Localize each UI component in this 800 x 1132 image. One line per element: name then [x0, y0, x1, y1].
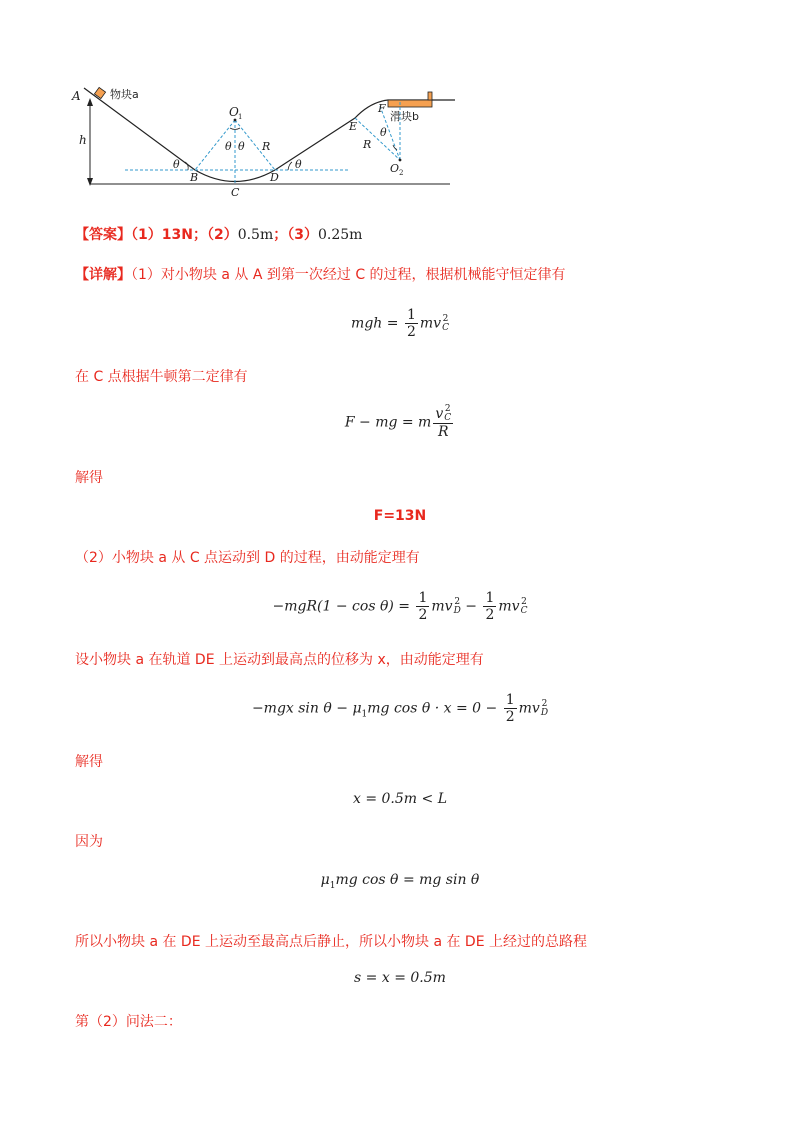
label-theta-mid-r: θ [238, 140, 245, 153]
eq3-sup1: 2 [454, 596, 461, 607]
answer-line [75, 225, 362, 245]
eq2-fraction [433, 405, 453, 440]
answer-part3-value: 0.25m [318, 227, 363, 243]
angle-mark-right [288, 162, 292, 170]
eq1-fraction [405, 307, 418, 340]
answer-part2-label: （2） [206, 227, 238, 243]
eq3-sup2: 2 [521, 596, 527, 607]
label-block-a: 物块a [110, 88, 139, 101]
detail-line-9: 第（2）问法二： [75, 1014, 182, 1030]
eq6-rest: mg cos θ = mg sin θ [335, 872, 480, 888]
label-h: h [79, 133, 87, 147]
eq3-num2: 1 [485, 590, 495, 606]
answer-part2-value: 0.5m [237, 227, 274, 243]
label-B: B [190, 171, 199, 184]
equation-4 [0, 692, 800, 725]
eq4-sub: D [540, 707, 549, 718]
answer-part1: （1）13N； [131, 227, 207, 243]
eq3-num1: 1 [418, 590, 428, 606]
label-O2-sub: 2 [399, 169, 404, 177]
label-R-left: R [262, 140, 271, 153]
eq4-mid: mg cos θ · x = 0 − [367, 700, 498, 717]
equation-3 [0, 590, 800, 623]
eq2-sup: 2 [444, 404, 451, 414]
label-O1-sub: 1 [238, 113, 243, 121]
eq2-script [444, 405, 451, 423]
eq1-script [442, 315, 449, 333]
platform [388, 100, 432, 107]
eq3-script-2 [521, 598, 528, 616]
label-F: F [378, 102, 386, 115]
eq3-sub2: C [520, 605, 528, 616]
eq2-num-wrap [433, 405, 453, 424]
eq1-sub: C [442, 322, 449, 333]
label-R-right: R [363, 138, 372, 151]
eq4-script [541, 700, 548, 718]
angle-mark-o1 [230, 128, 240, 130]
label-D: D [270, 171, 279, 184]
eq4-mu-sub: 1 [361, 709, 368, 720]
eq1-num: 1 [406, 307, 416, 323]
eq3-term2: mv [498, 598, 520, 615]
answer-part2-end: ； [273, 227, 288, 243]
eq4-fraction [504, 692, 517, 725]
detail-line-7: 因为 [75, 834, 103, 850]
detail-line-5: 设小物块 a 在轨道 DE 上运动到最高点的位移为 x，由动能定理有 [75, 652, 484, 668]
eq3-den1: 2 [418, 607, 428, 623]
eq4-term: mv [518, 700, 540, 717]
label-C: C [231, 186, 240, 198]
eq3-sub1: D [453, 605, 461, 616]
height-arrow-bottom [87, 178, 93, 186]
detail-tag: 【详解】 [75, 267, 131, 283]
physics-diagram [70, 78, 470, 198]
eq4-num: 1 [505, 692, 515, 708]
detail-line-8: 所以小物块 a 在 DE 上运动至最高点后静止，所以小物块 a 在 DE 上经过的总路程 [75, 934, 588, 950]
detail-line-2: 在 C 点根据牛顿第二定律有 [75, 369, 248, 385]
equation-5: x = 0.5m < L [353, 791, 447, 807]
equation-7: s = x = 0.5m [354, 970, 446, 986]
eq3-minus: − [465, 598, 477, 615]
result-F: F=13N [373, 508, 427, 524]
label-theta-left: θ [173, 158, 180, 171]
eq6-mu-sub: 1 [329, 880, 336, 891]
eq3-fraction-2 [483, 590, 496, 623]
eq1-sup: 2 [442, 313, 449, 324]
eq3-den2: 2 [485, 607, 495, 623]
height-arrow-top [87, 98, 93, 106]
eq2-lhs: F − mg = m [344, 414, 432, 431]
detail-line-1 [75, 265, 566, 285]
eq4-lhs: −mgx sin θ − μ [251, 700, 362, 717]
answer-tag: 【答案】 [75, 227, 131, 243]
eq3-lhs: −mgR(1 − cos θ) = [272, 598, 411, 615]
block-b [428, 92, 432, 100]
eq3-fraction-1 [416, 590, 429, 623]
equation-6 [0, 872, 800, 891]
eq2-den: R [437, 424, 449, 440]
equation-1 [0, 307, 800, 340]
point-o1 [234, 119, 237, 122]
eq4-sup: 2 [541, 698, 548, 709]
label-O1: O [229, 105, 239, 119]
eq1-den: 2 [406, 324, 416, 340]
answer-part3-label: （3） [287, 227, 318, 243]
label-theta-right: θ [295, 158, 302, 171]
eq1-rhs: mv [419, 315, 442, 332]
label-O2: O [390, 162, 400, 175]
eq1-equals: = [386, 315, 399, 332]
eq2-num: v [435, 406, 444, 422]
label-theta-o2: θ [380, 126, 387, 139]
eq6-mu: μ [320, 872, 330, 888]
equation-2 [0, 405, 800, 440]
detail-line-3: 解得 [75, 470, 103, 486]
label-A: A [72, 89, 81, 103]
eq3-term1: mv [431, 598, 453, 615]
eq1-lhs: mgh [351, 315, 383, 332]
eq4-den: 2 [505, 709, 515, 725]
label-E: E [349, 120, 358, 133]
eq2-sub: C [444, 413, 452, 423]
detail-text-1: （1）对小物块 a 从 A 到第一次经过 C 的过程，根据机械能守恒定律有 [131, 267, 566, 283]
detail-line-4: （2）小物块 a 从 C 点运动到 D 的过程，由动能定理有 [75, 550, 420, 566]
label-block-b: 滑块b [390, 110, 419, 123]
label-theta-mid-l: θ [225, 140, 232, 153]
eq3-script-1 [454, 598, 461, 616]
point-o2 [399, 159, 402, 162]
detail-line-6: 解得 [75, 754, 103, 770]
